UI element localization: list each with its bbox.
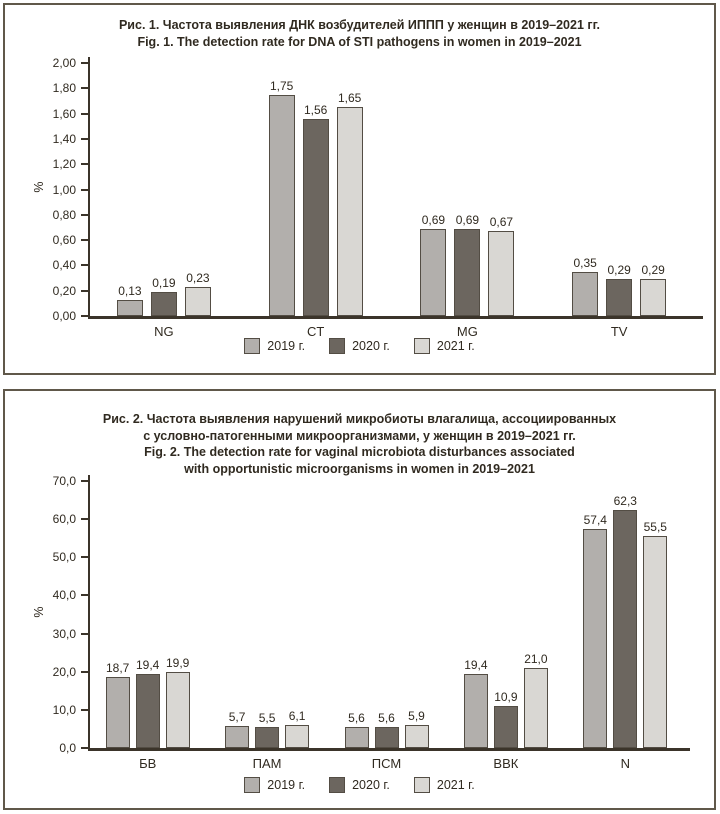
legend-swatch [244,338,260,354]
bar-value-label: 0,69 [455,212,480,227]
bar-2021-N [643,536,667,748]
legend-swatch [244,777,260,793]
figure-2-title-ru-line1: Рис. 2. Частота выявления нарушений микробиоты влагалища, ассоциированных [102,412,617,426]
bar-2020-ВВК [494,706,518,748]
bar-value-label: 57,4 [583,513,607,528]
y-tick-label: 10,0 [52,702,76,717]
figure-2-panel [3,389,716,810]
bar-value-label: 19,9 [166,656,190,671]
y-axis [88,475,90,748]
y-tick [81,315,88,317]
bar-2019-CT [269,95,295,316]
legend-label: 2021 г. [436,339,475,353]
bar-value-label: 21,0 [524,651,548,666]
bar-2019-MG [420,229,446,316]
y-tick-label: 20,0 [52,664,76,679]
bar-2019-N [583,529,607,748]
y-tick [81,189,88,191]
bar-value-label: 0,13 [118,283,142,298]
category-label-TV: TV [610,324,628,339]
bar-2020-NG [151,292,177,316]
y-tick-label: 60,0 [52,512,76,527]
y-tick [81,264,88,266]
bar-value-label: 18,7 [106,660,130,675]
y-tick-label: 70,0 [52,474,76,488]
y-tick-label: 0,40 [52,258,76,273]
category-label-NG: NG [154,324,174,339]
x-axis [88,748,690,751]
y-tick-label: 0,80 [52,207,76,222]
legend-item [329,777,390,793]
bar-2021-ПСМ [405,725,429,748]
legend-label: 2019 г. [267,778,306,792]
y-axis-label: % [32,180,46,193]
figure-1-chart [5,5,714,373]
legend-swatch [414,338,430,354]
y-tick [81,480,88,482]
bar-2021-NG [185,287,211,316]
bar-2021-TV [640,279,666,316]
bar-value-label: 55,5 [643,520,667,535]
y-tick-label: 0,00 [52,309,76,323]
category-label-CT: CT [306,324,325,339]
bar-value-label: 1,56 [303,102,328,117]
bar-2019-ПАМ [225,726,249,748]
bar-2020-ПСМ [375,727,399,748]
y-tick [81,671,88,673]
legend-label: 2021 г. [436,778,475,792]
figure-1-panel [3,3,716,375]
bar-2020-TV [606,279,632,316]
y-axis [88,57,90,316]
category-label-N: N [620,756,630,771]
legend-item [414,777,475,793]
bar-value-label: 62,3 [613,494,637,509]
y-tick [81,214,88,216]
bar-2020-CT [303,119,329,316]
legend-label: 2019 г. [267,339,306,353]
legend-label: 2020 г. [352,339,390,353]
bar-value-label: 0,69 [421,212,446,227]
bar-2019-NG [117,300,143,316]
y-tick-label: 1,20 [52,157,76,172]
bar-value-label: 6,1 [288,708,306,723]
bar-value-label: 5,6 [378,710,395,725]
figure-1-title-en: Fig. 1. The detection rate for DNA of STI pathogens in women in 2019–2021 [137,34,582,49]
y-tick [81,747,88,749]
bar-2021-ПАМ [285,725,309,748]
y-tick-label: 2,00 [52,56,76,70]
y-tick [81,113,88,115]
y-tick [81,556,88,558]
y-tick [81,138,88,140]
legend-item [414,338,475,354]
bar-value-label: 0,29 [641,263,665,278]
bar-value-label: 5,5 [258,711,276,726]
bar-value-label: 5,9 [408,709,425,724]
y-tick-label: 1,00 [52,182,76,197]
bar-value-label: 5,7 [228,710,246,725]
category-label-ПСМ: ПСМ [371,756,402,771]
y-tick-label: 1,40 [52,131,76,146]
figure-2-chart [5,391,714,808]
legend-swatch [414,777,430,793]
legend-label: 2020 г. [352,778,390,792]
legend-swatch [329,338,345,354]
chart-legend [5,777,714,793]
y-tick-label: 1,80 [52,81,76,96]
figure-2-title-ru-line2: с условно-патогенными микроорганизмами, у женщин в 2019–2021 гг. [143,428,576,443]
legend-item [329,338,390,354]
figure-1-title-ru: Рис. 1. Частота выявления ДНК возбудителей ИППП у женщин в 2019–2021 гг. [118,18,601,32]
y-tick-label: 0,20 [52,283,76,298]
bar-2019-ПСМ [345,727,369,748]
category-label-ВВК: ВВК [493,756,519,771]
chart-legend [5,338,714,354]
y-tick [81,709,88,711]
category-label-БВ: БВ [139,756,157,771]
bar-2021-CT [337,107,363,316]
bar-value-label: 10,9 [494,690,518,705]
legend-item [244,338,305,354]
y-tick-label: 1,60 [52,106,76,121]
x-axis [88,316,703,319]
bar-2019-БВ [106,677,130,748]
y-tick-label: 50,0 [52,550,76,565]
bar-value-label: 0,29 [607,263,631,278]
bar-value-label: 19,4 [464,658,488,672]
bar-2020-БВ [136,674,160,748]
y-tick [81,290,88,292]
y-tick-label: 0,60 [52,233,76,248]
y-axis-label: % [32,605,46,618]
figure-2-title-en-line2: with opportunistic microorganisms in women in 2019–2021 [184,461,535,476]
y-tick [81,594,88,596]
legend-swatch [329,777,345,793]
bar-2020-MG [454,229,480,316]
y-tick [81,87,88,89]
y-tick [81,518,88,520]
bar-2019-TV [572,272,598,316]
y-tick [81,239,88,241]
bar-value-label: 0,23 [186,270,210,285]
y-tick-label: 0,0 [59,741,76,755]
bar-2021-БВ [166,672,190,748]
y-tick [81,62,88,64]
bar-value-label: 1,65 [337,91,362,106]
bar-2020-ПАМ [255,727,279,748]
bar-2019-ВВК [464,674,488,748]
figure-2-title-en-line1: Fig. 2. The detection rate for vaginal microbiota disturbances associated [144,445,575,459]
bar-value-label: 19,4 [136,658,160,672]
y-tick [81,633,88,635]
category-label-MG: MG [456,324,478,339]
bar-value-label: 0,67 [489,215,514,230]
y-tick-label: 40,0 [52,588,76,603]
legend-item [244,777,305,793]
bar-value-label: 5,6 [348,710,365,725]
bar-value-label: 0,35 [573,255,597,270]
bar-2021-ВВК [524,668,548,748]
y-tick [81,163,88,165]
bar-2020-N [613,510,637,748]
y-tick-label: 30,0 [52,626,76,641]
category-label-ПАМ: ПАМ [252,756,282,771]
bar-value-label: 0,19 [152,275,176,290]
bar-value-label: 1,75 [269,78,294,93]
bar-2021-MG [488,231,514,316]
